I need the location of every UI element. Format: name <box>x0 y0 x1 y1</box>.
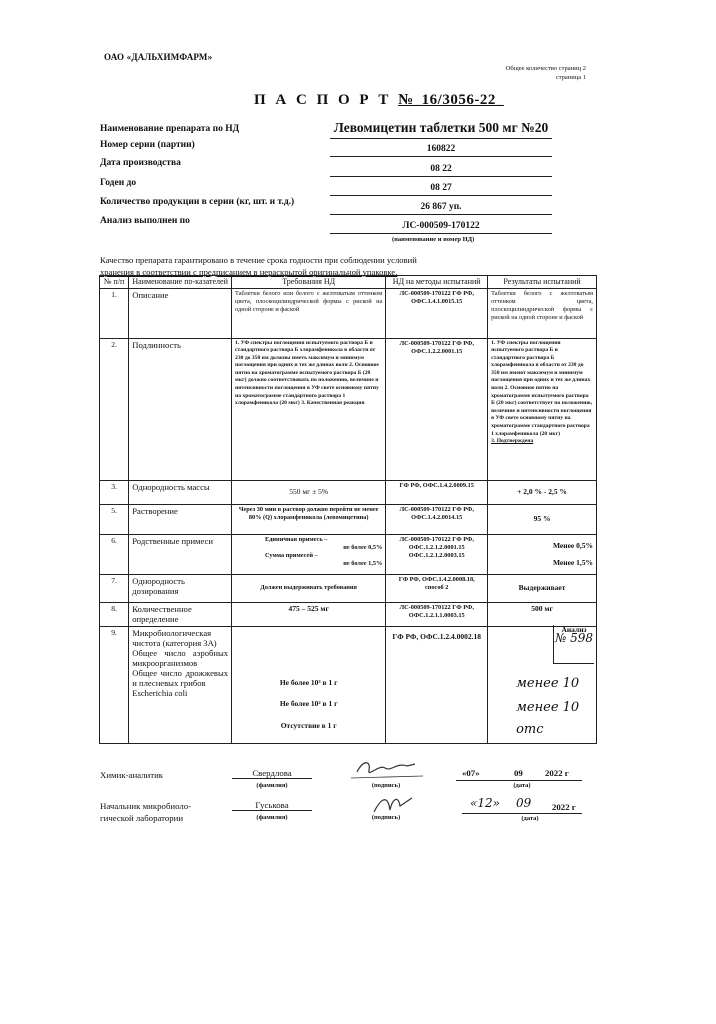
signature-name-micro: Гуськова <box>232 800 312 811</box>
quality-line-1: Качество препарата гарантировано в течение срока годности при соблюдении условий <box>100 255 417 265</box>
row-result: 95 % <box>488 504 597 534</box>
signature-date-line <box>456 780 582 781</box>
table-row <box>100 534 597 574</box>
row-requirement: 550 мг ± 5% <box>232 480 386 504</box>
page-number: страница 1 <box>555 74 586 81</box>
row-name: Однородность дозирования <box>129 574 232 602</box>
signature-day: «12» <box>470 796 500 810</box>
row-method: ЛС-000509-170122 ГФ РФ, ОФС.1.4.2.0014.15 <box>386 504 488 534</box>
table-row <box>100 574 597 602</box>
row-number: 8. <box>100 602 129 626</box>
row-method: ЛС-000509-170122 ГФ РФ, ОФС.1.2.1.1.0003.15 <box>386 602 488 626</box>
row-number: 6. <box>100 534 129 574</box>
field-label-series: Номер серии (партии) <box>100 140 195 150</box>
row-result-text: 1. УФ спектры поглощения испытуемого раствора Б и стандартного раствора Б хлорамфеникола в области от 230 до 350 нм имеют максимум и минимум поглощения при одних и тех же длинах волн 2. Основное пятно на хроматограмме испытуемого раствора Б (20 мкг) соответствует по положению, величине и интенсивности поглощения в УФ свете основному пятну на хроматограмме стандартного раствора 1 хлорамфеникола (20 мкг) <box>491 339 593 437</box>
req-single-impurity: Единичная примесь – <box>265 535 328 543</box>
field-label-expiry: Годен до <box>100 178 137 188</box>
req-total-limit: не более 1,5% <box>343 559 383 567</box>
analysis-note: (наименование и номер НД) <box>392 236 475 243</box>
signature-year: 2022 г <box>552 802 576 812</box>
row-name: Растворение <box>129 504 232 534</box>
row-name <box>129 626 232 743</box>
field-label-analysis: Анализ выполнен по <box>100 216 190 226</box>
header-requirements: Требования НД <box>232 276 386 289</box>
signature-sign-caption: (подпись) <box>371 782 401 789</box>
row-result: Выдерживает <box>488 574 597 602</box>
signature-day: «07» <box>462 768 480 778</box>
row-method: ЛС-000509-170122 ГФ РФ, ОФС.1.2.1.2.0001.15 ОФС.1.2.1.2.0003.15 <box>386 534 488 574</box>
row-requirement <box>232 534 386 574</box>
req-fungi: Не более 10² в 1 г <box>279 699 338 708</box>
analysis-label: Анализ <box>561 624 587 634</box>
signature-role-micro-2: гической лаборатории <box>100 813 184 823</box>
signature-sign-caption: (подпись) <box>371 814 401 821</box>
row-result: + 2,0 % - 2,5 % <box>488 480 597 504</box>
row-method: ЛС-000509-170122 ГФ РФ, ОФС.1.2.2.0001.15 <box>386 338 488 480</box>
table-row <box>100 288 597 338</box>
signature-role-micro <box>100 800 191 824</box>
req-total-impurity: Сумма примесей – <box>265 551 318 559</box>
signature-month: 09 <box>514 768 523 778</box>
hand-result-fungi: менее 10 <box>516 699 580 715</box>
page-counter <box>486 64 586 82</box>
signature-year: 2022 г <box>545 768 569 778</box>
header-name: Наименование по-казателей <box>129 276 232 289</box>
analysis-box <box>553 625 594 664</box>
table-header-row <box>100 276 597 289</box>
field-value-production-date: 08 22 <box>330 162 552 177</box>
row-name: Подлинность <box>129 338 232 480</box>
field-label-quantity: Количество продукции в серии (кг, шт. и т.д.) <box>100 197 295 207</box>
row-number: 1. <box>100 288 129 338</box>
signature-micro <box>368 792 428 816</box>
req-ecoli: Отсутствие в 1 г <box>280 720 337 730</box>
row-name: Однородность массы <box>129 480 232 504</box>
row-requirement: Должен выдерживать требования <box>232 574 386 602</box>
field-value-drug: Левомицетин таблетки 500 мг №20 <box>330 120 552 139</box>
header-results: Результаты испытаний <box>488 276 597 289</box>
row-result: Таблетки белого с желтоватым оттенком цвета, плоскоцилиндрической формы с риской на одной стороне и фаской <box>488 288 597 338</box>
micro-sub-ecoli: Escherichia coli <box>132 687 188 698</box>
signature-date-caption: (дата) <box>521 815 539 822</box>
row-number: 9. <box>100 626 129 743</box>
header-methods: НД на методы испытаний <box>386 276 488 289</box>
results-table <box>99 275 597 744</box>
signature-name-caption: (фамилия) <box>256 814 288 821</box>
row-number: 5. <box>100 504 129 534</box>
header-number: № п/п <box>100 276 129 289</box>
table-row <box>100 626 597 743</box>
row-method: ГФ РФ, ОФС.1.4.2.0009.15 <box>386 480 488 504</box>
req-single-limit: не более 0,5% <box>343 543 383 551</box>
signature-scribble <box>345 756 425 782</box>
row-requirement: Через 30 мин в раствор должно перейти не менее 80% (Q) хлорамфеникола (левомицетина) <box>232 504 386 534</box>
row-name: Описание <box>129 288 232 338</box>
document-title <box>254 92 504 109</box>
micro-sub-aerobic: Общее число аэробных микроорганизмов <box>132 647 229 668</box>
row-requirement: 475 – 525 мг <box>232 602 386 626</box>
row-requirement: Таблетки белого или белого с желтоватым оттенком цвета, плоскоцилиндрической формы с риской на одной стороне и фаской <box>232 288 386 338</box>
row-result <box>488 534 597 574</box>
req-aerobic: Не более 10³ в 1 г <box>279 677 338 687</box>
result-single: Менее 0,5% <box>552 540 593 550</box>
signature-month: 09 <box>516 796 532 810</box>
row-result <box>488 338 597 480</box>
table-row <box>100 480 597 504</box>
row-name: Количественное определение <box>129 602 232 626</box>
hand-result-aerobic: менее 10 <box>516 675 580 691</box>
row-result: 500 мг <box>488 602 597 626</box>
signature-date-caption: (дата) <box>513 782 531 789</box>
row-requirement <box>232 626 386 743</box>
field-value-expiry: 08 27 <box>330 181 552 196</box>
signature-role-chemist: Химик-аналитик <box>100 770 164 780</box>
row-requirement: 1. УФ спектры поглощения испытуемого раствора Б и стандартного раствора Б хлорамфеникола в области от 230 до 350 нм должны иметь максимум и минимум поглощения при одних и тех же длинах волн 2. Основное пятно на хроматограмме испытуемого раствора Б (20 мкг) должно соответствовать по положению, величине и интенсивности поглощения в УФ свете основному пятну на хроматограмме стандартного раствора 1 хлорамфеникола (20 мкг) 3. Качественная реакция <box>232 338 386 480</box>
micro-sub-fungi: Общее число дрожжевых и плесневых грибов <box>132 667 229 688</box>
signature-name-caption: (фамилия) <box>256 782 288 789</box>
table-row <box>100 338 597 480</box>
row-result-extra: 3. Подтверждена <box>491 438 534 445</box>
row-number: 7. <box>100 574 129 602</box>
signature-date-line <box>462 813 582 814</box>
row-result <box>488 626 597 743</box>
result-total: Менее 1,5% <box>552 558 593 567</box>
title-word: П А С П О Р Т <box>254 92 392 108</box>
field-value-series: 160822 <box>330 142 552 157</box>
row-method: ЛС-000509-170122 ГФ РФ, ОФС.1.4.1.0015.15 <box>386 288 488 338</box>
company-name: ОАО «ДАЛЬХИМФАРМ» <box>104 52 213 62</box>
field-label-production-date: Дата производства <box>100 158 181 168</box>
row-number: 2. <box>100 338 129 480</box>
analysis-number: № 598 <box>554 631 594 645</box>
micro-title: Микробиологическая чистота (категория 3А) <box>132 627 217 648</box>
table-row <box>100 602 597 626</box>
quality-line-2: хранения в соответствии с предписанием в нераскрытой оригинальной упаковке. <box>100 267 398 277</box>
row-method: ГФ РФ, ОФС.1.2.4.0002.18 <box>386 626 488 743</box>
signature-role-micro-1: Начальник микробиоло- <box>100 801 192 811</box>
table-row <box>100 504 597 534</box>
row-method: ГФ РФ, ОФС.1.4.2.0008.18, способ 2 <box>386 574 488 602</box>
hand-result-ecoli: отс <box>516 721 544 737</box>
row-number: 3. <box>100 480 129 504</box>
row-name: Родственные примеси <box>129 534 232 574</box>
signature-chemist <box>345 756 425 780</box>
pages-total: Общее количество страниц 2 <box>505 65 586 72</box>
title-number: №_16/3056-22_ <box>398 92 504 108</box>
signature-name-chemist: Свердлова <box>232 768 312 779</box>
field-value-analysis: ЛС-000509-170122 <box>330 219 552 234</box>
field-label-drug: Наименование препарата по НД <box>100 124 240 134</box>
field-value-quantity: 26 867 уп. <box>330 200 552 215</box>
